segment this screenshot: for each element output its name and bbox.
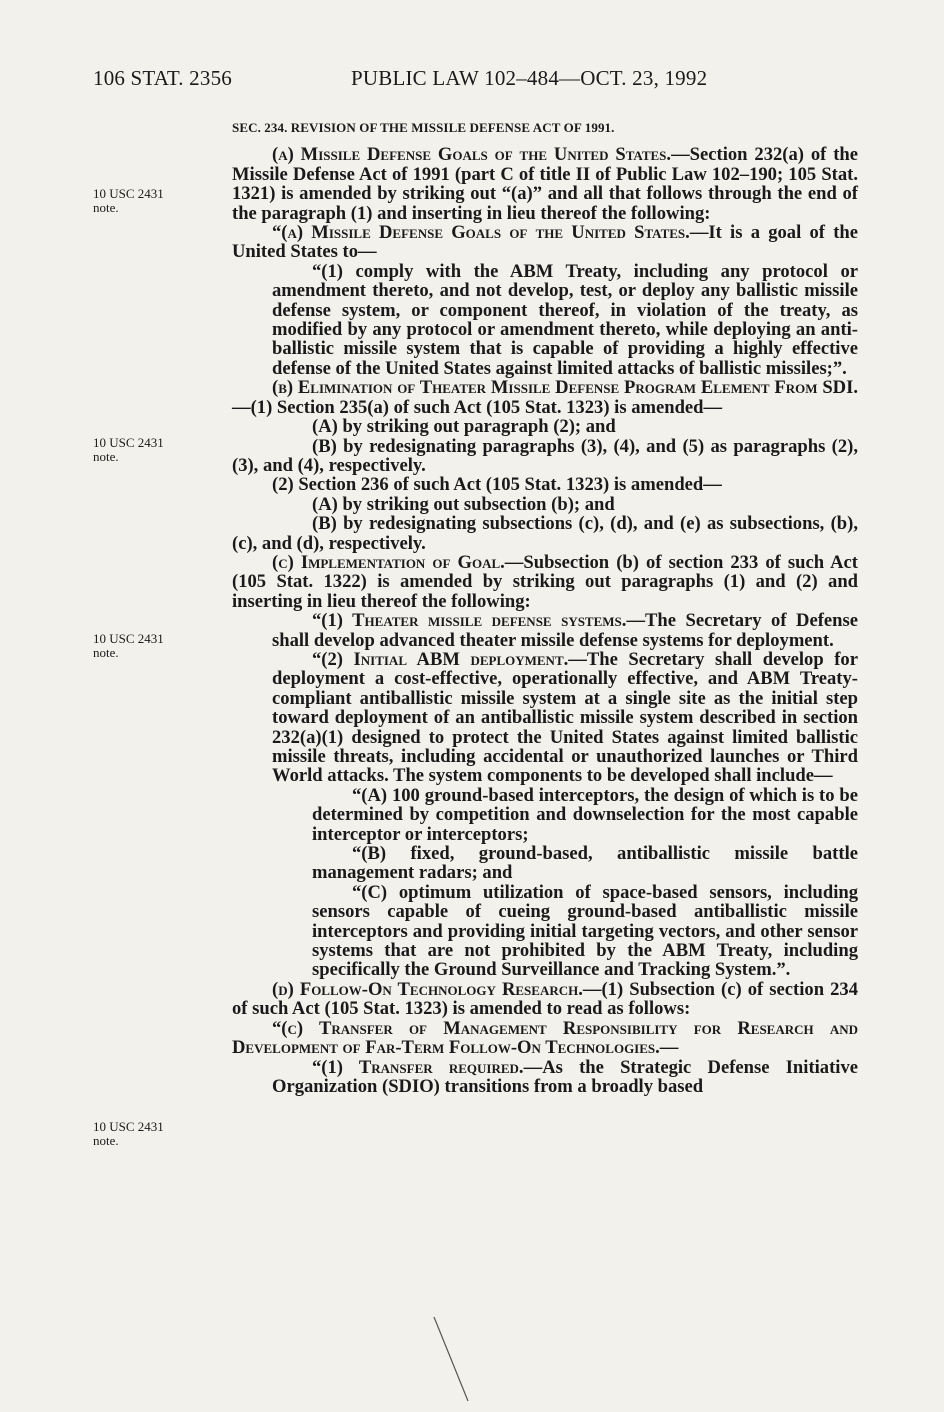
paragraph-d1 (232, 1058, 858, 1097)
subsection-c (232, 553, 858, 611)
subsection-d (232, 980, 858, 1019)
subsection-text: — (659, 1037, 679, 1059)
quoted-subsection-a (232, 223, 858, 262)
margin-note-code: 10 USC 2431 (93, 631, 164, 646)
margin-note-label: note. (93, 449, 119, 464)
subsection-text: —Section 232(a) of the Missile Defense Act of 1991 (part C of title II of Public Law 102–190; 105 Stat. 1321) is amended by striking out “(a)” and all that follows through the end of the paragraph (1) and inserting in lieu thereof the following: (232, 144, 858, 224)
clause-c2A: “(A) 100 ground-based interceptors, the design of which is to be determined by competition and downselection for the most capable interceptor or interceptors; (312, 784, 858, 845)
clause-b1A: (A) by striking out paragraph (2); and (312, 416, 616, 438)
margin-note-label: note. (93, 200, 119, 215)
subsection-text: —It is a goal of the United States to— (232, 222, 859, 263)
paragraph-c2 (232, 650, 858, 786)
statute-text (232, 118, 858, 1096)
margin-note-label: note. (93, 1133, 119, 1148)
subsection-text: —Subsection (b) of section 233 of such Act (105 Stat. 1322) is amended by striking out paragraphs (1) and (2) and inserting in lieu thereof the following: (232, 551, 858, 612)
paragraph-a1: “(1) comply with the ABM Treaty, including any protocol or amendment thereto, and not develop, test, or deploy any ballistic missile defense system, or component thereof, in violation of the treaty, as modified by any protocol or amendment thereto, while deploying an anti-ballistic missile system that is capable of providing a highly effective defense of the United States against limited attacks of ballistic missiles;”. (272, 260, 858, 379)
subsection-text: —(1) Section 235(a) of such Act (105 Stat. 1323) is amended— (232, 396, 723, 418)
subsection-b (232, 378, 858, 417)
clause-c2C: “(C) optimum utilization of space-based sensors, including sensors capable of cueing ground-based antiballistic missile interceptors and providing initial targeting vectors, and other sensor systems that are not prohibited by the ABM Treaty, including specifically the Ground Surveillance and Tracking System.”. (312, 881, 858, 981)
subsection-heading: “(a) Missile Defense Goals of the United States. (272, 222, 690, 244)
clause-b1B: (B) by redesignating paragraphs (3), (4), and (5) as paragraphs (2), (3), and (4), respectively. (232, 435, 858, 476)
subsection-heading: “(c) Transfer of Management Responsibility for Research and Development of Far-Term Follow-On Technologies. (232, 1017, 858, 1059)
page-number: 106 STAT. 2356 (93, 66, 232, 90)
subsection-heading: (c) Implementation of Goal. (272, 551, 505, 573)
paragraph-heading: “(1) Transfer required. (312, 1056, 524, 1078)
subsection-heading: (a) Missile Defense Goals of the United States. (272, 144, 672, 166)
subsection-a (232, 145, 858, 223)
law-citation-date: PUBLIC LAW 102–484—OCT. 23, 1992 (351, 66, 708, 90)
subsection-text: —(1) Subsection (c) of section 234 of such Act (105 Stat. 1323) is amended to read as follows: (232, 978, 859, 1020)
clause-b2B: (B) by redesignating subsections (c), (d), and (e) as subsections, (b), (c), and (d), respectively. (232, 513, 858, 554)
paragraph-heading: “(1) Theater missile defense systems. (312, 610, 627, 632)
paragraph-text: —As the Strategic Defense Initiative Organization (SDIO) transitions from a broadly based (272, 1056, 859, 1097)
subsection-heading: (b) Elimination of Theater Missile Defense Program Element From SDI. (272, 377, 858, 399)
margin-note (93, 436, 203, 464)
paragraph-b2: (2) Section 236 of such Act (105 Stat. 1323) is amended— (272, 474, 722, 496)
margin-note-code: 10 USC 2431 (93, 435, 164, 450)
subsection-heading: (d) Follow-On Technology Research. (272, 978, 583, 1000)
clause-b2A: (A) by striking out subsection (b); and (312, 493, 615, 515)
margin-note (93, 632, 203, 660)
margin-note-code: 10 USC 2431 (93, 186, 164, 201)
paragraph-c1 (232, 611, 858, 650)
paragraph-heading: “(2) Initial ABM deployment. (312, 648, 569, 670)
quoted-subsection-c (232, 1019, 858, 1058)
margin-note (93, 187, 203, 215)
clause-c2B: “(B) fixed, ground-based, antiballistic missile battle management radars; and (312, 843, 858, 884)
margin-note-label: note. (93, 645, 119, 660)
margin-note-code: 10 USC 2431 (93, 1119, 164, 1134)
margin-note (93, 1120, 203, 1148)
paragraph-text: —The Secretary of Defense shall develop advanced theater missile defense systems for deployment. (272, 610, 858, 651)
paragraph-text: —The Secretary shall develop for deployment a cost-effective, operationally effective, and ABM Treaty-compliant antiballistic missile system at a single site as the initial step toward deployment of an antiballistic missile system described in section 232(a)(1) designed to protect the United States against limited ballistic missile threats, including accidental or unauthorized launches or Third World attacks. The system components to be developed shall include— (272, 648, 858, 787)
section-heading: SEC. 234. REVISION OF THE MISSILE DEFENSE ACT OF 1991. (232, 120, 615, 135)
pen-stroke-mark (430, 1315, 490, 1405)
